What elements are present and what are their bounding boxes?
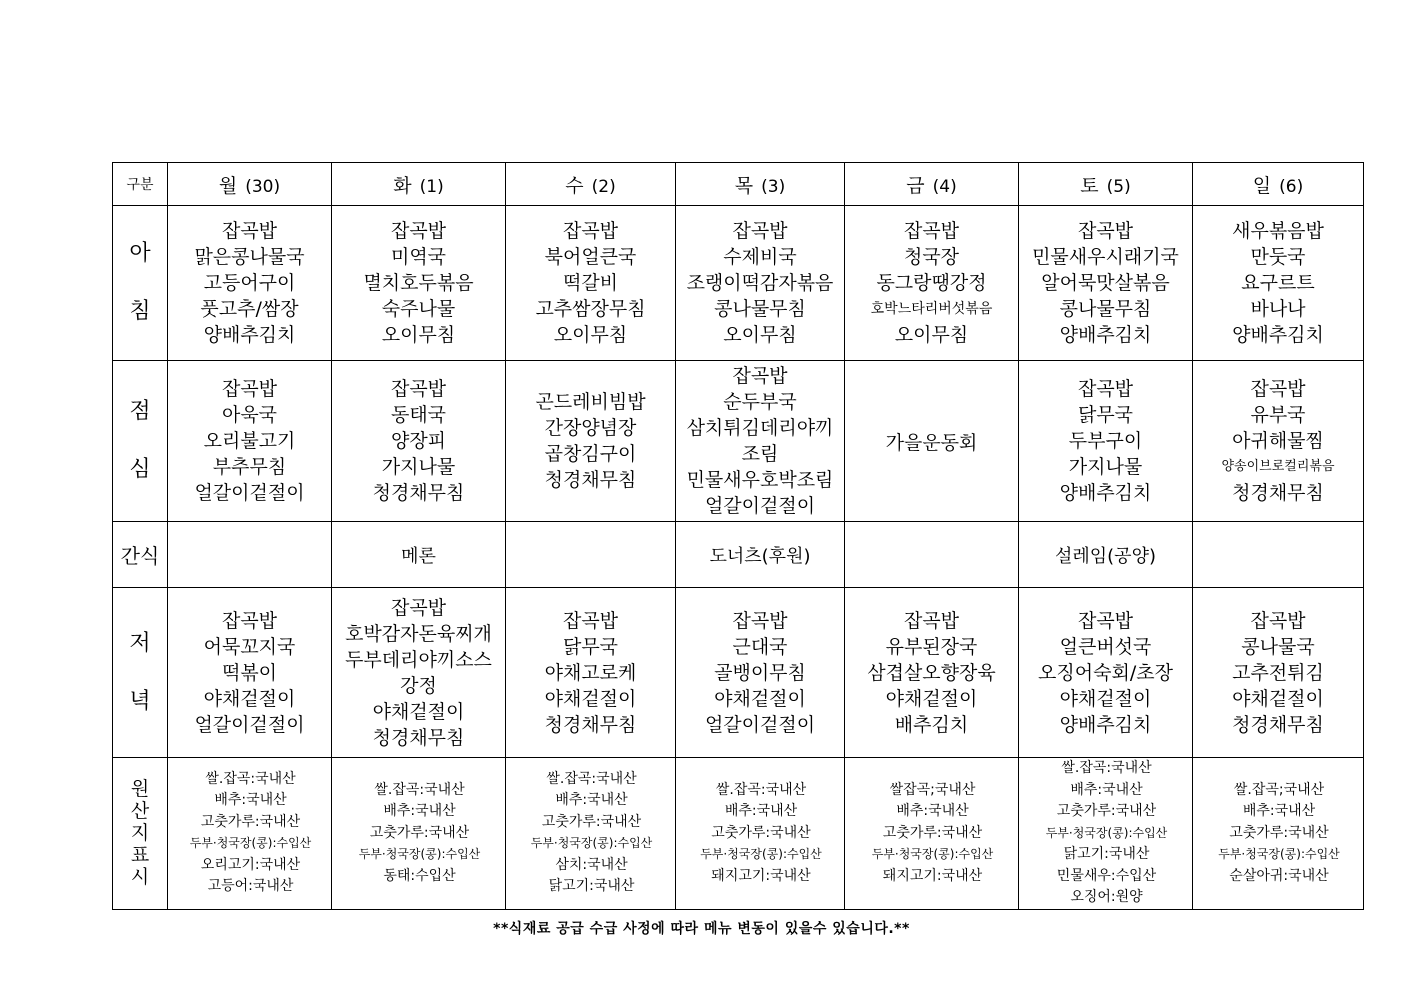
day-header: 토 (5) [1019,163,1193,206]
dinner-cell: 잡곡밥 근대국 골뱅이무침 야채겉절이 얼갈이겉절이 [676,588,845,758]
breakfast-label: 아 침 [113,206,168,361]
lunch-cell: 잡곡밥 닭무국 두부구이 가지나물 양배추김치 [1019,361,1193,522]
dinner-cell: 잡곡밥 얼큰버섯국 오징어숙회/초장 야채겉절이 양배추김치 [1019,588,1193,758]
origin-row [113,758,1364,910]
dinner-cell: 잡곡밥 유부된장국 삼겹살오향장육 야채겉절이 배추김치 [845,588,1019,758]
breakfast-cell: 잡곡밥 민물새우시래기국 알어묵맛살볶음 콩나물무침 양배추김치 [1019,206,1193,361]
breakfast-row [113,206,1364,361]
origin-cell: 쌀.잡곡:국내산 배추:국내산 고춧가루:국내산 두부·청국장(콩):수입산 삼치:국내산 닭고기:국내산 [506,758,676,910]
snack-cell [1193,522,1364,588]
dinner-cell: 잡곡밥 어묵꼬지국 떡볶이 야채겉절이 얼갈이겉절이 [168,588,332,758]
dinner-cell: 잡곡밥 콩나물국 고추전튀김 야채겉절이 청경채무침 [1193,588,1364,758]
lunch-cell: 잡곡밥 유부국 아귀해물찜 양송이브로컬리볶음 청경채무침 [1193,361,1364,522]
header-row [113,163,1364,206]
lunch-row [113,361,1364,522]
snack-cell [506,522,676,588]
origin-cell: 쌀잡곡;국내산 배추:국내산 고춧가루:국내산 두부·청국장(콩):수입산 돼지고기:국내산 [845,758,1019,910]
lunch-cell: 잡곡밥 아욱국 오리불고기 부추무침 얼갈이겉절이 [168,361,332,522]
lunch-cell: 잡곡밥 순두부국 삼치튀김데리야끼 조림 민물새우호박조림 얼갈이겉절이 [676,361,845,522]
dinner-cell: 잡곡밥 닭무국 야채고로케 야채겉절이 청경채무침 [506,588,676,758]
snack-row [113,522,1364,588]
day-header: 월 (30) [168,163,332,206]
breakfast-cell: 잡곡밥 북어얼큰국 떡갈비 고추쌈장무침 오이무침 [506,206,676,361]
snack-cell: 메론 [332,522,506,588]
day-header: 목 (3) [676,163,845,206]
origin-cell: 쌀.잡곡:국내산 배추:국내산 고춧가루:국내산 두부·청국장(콩):수입산 닭고기:국내산 민물새우:수입산 오징어:원양 [1019,758,1193,910]
origin-cell: 쌀.잡곡:국내산 배추:국내산 고춧가루:국내산 두부·청국장(콩):수입산 동태:수입산 [332,758,506,910]
lunch-label: 점 심 [113,361,168,522]
day-header: 화 (1) [332,163,506,206]
dinner-cell: 잡곡밥 호박감자돈육찌개 두부데리야끼소스 강정 야채겉절이 청경채무침 [332,588,506,758]
header-label: 구분 [113,163,168,206]
breakfast-cell: 잡곡밥 수제비국 조랭이떡감자볶음 콩나물무침 오이무침 [676,206,845,361]
breakfast-cell: 잡곡밥 청국장 동그랑땡강정 호박느타리버섯볶음 오이무침 [845,206,1019,361]
snack-label: 간식 [113,522,168,588]
lunch-cell: 곤드레비빔밥 간장양념장 곱창김구이 청경채무침 [506,361,676,522]
snack-cell [168,522,332,588]
dinner-label: 저 녁 [113,588,168,758]
weekly-menu-table [112,162,1364,910]
breakfast-cell: 잡곡밥 미역국 멸치호두볶음 숙주나물 오이무침 [332,206,506,361]
breakfast-cell: 잡곡밥 맑은콩나물국 고등어구이 풋고추/쌈장 양배추김치 [168,206,332,361]
origin-cell: 쌀.잡곡;국내산 배추:국내산 고춧가루:국내산 두부·청국장(콩):수입산 순살아귀:국내산 [1193,758,1364,910]
origin-cell: 쌀.잡곡:국내산 배추:국내산 고춧가루:국내산 두부·청국장(콩):수입산 돼지고기:국내산 [676,758,845,910]
lunch-event-cell: 가을운동회 [845,361,1019,522]
day-header: 일 (6) [1193,163,1364,206]
lunch-cell: 잡곡밥 동태국 양장피 가지나물 청경채무침 [332,361,506,522]
menu-change-notice: **식재료 공급 수급 사정에 따라 메뉴 변동이 있을수 있습니다.** [493,921,910,937]
origin-label: 원 산 지 표 시 [113,758,168,910]
dinner-row [113,588,1364,758]
breakfast-cell: 새우볶음밥 만둣국 요구르트 바나나 양배추김치 [1193,206,1364,361]
snack-cell [845,522,1019,588]
snack-cell: 설레임(공양) [1019,522,1193,588]
day-header: 금 (4) [845,163,1019,206]
origin-cell: 쌀.잡곡:국내산 배추:국내산 고춧가루:국내산 두부·청국장(콩):수입산 오리고기:국내산 고등어:국내산 [168,758,332,910]
day-header: 수 (2) [506,163,676,206]
snack-cell: 도너츠(후원) [676,522,845,588]
